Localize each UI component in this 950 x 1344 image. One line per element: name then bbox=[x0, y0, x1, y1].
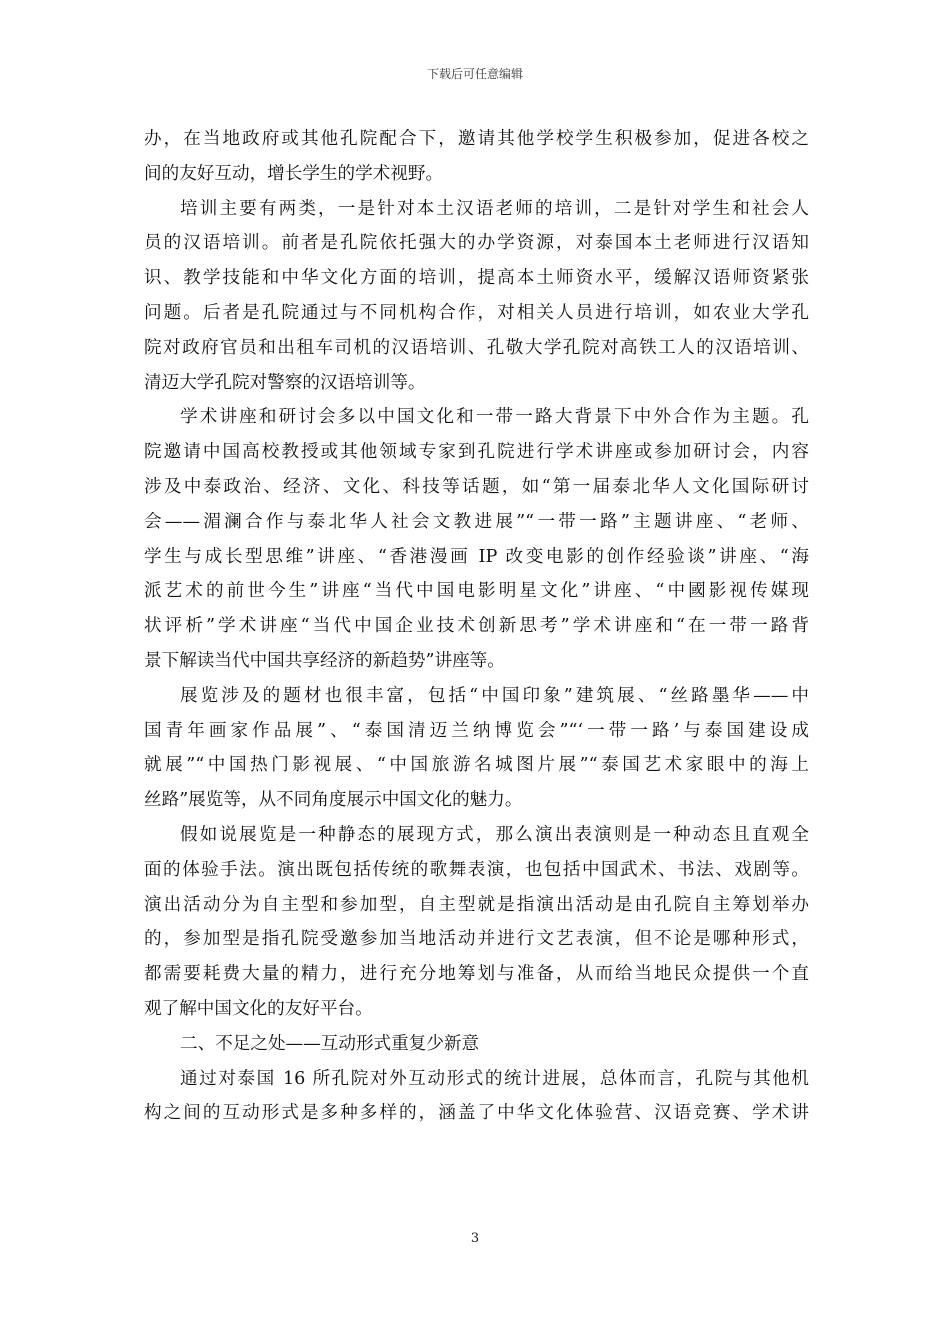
text-line: 假如说展览是一种静态的展现方式，那么演出表演则是一种动态且直观全 bbox=[180, 824, 809, 845]
paragraph bbox=[144, 192, 809, 401]
page-header: 下载后可任意编辑 bbox=[426, 67, 523, 81]
paragraph bbox=[144, 122, 809, 192]
page-number: 3 bbox=[470, 1231, 480, 1246]
text-line: 构之间的互动形式是多种多样的，涵盖了中华文化体验营、汉语竞赛、学术讲 bbox=[144, 1103, 809, 1124]
text-line: 演出活动分为自主型和参加型，自主型就是指演出活动是由孔院自主筹划举办 bbox=[144, 894, 809, 915]
text-line: 派艺术的前世今生”讲座“当代中国电影明星文化”讲座、“中國影视传媒现 bbox=[144, 581, 809, 602]
text-line: 国青年画家作品展”、“泰国清迈兰纳博览会”“‘一带一路’与泰国建设成 bbox=[144, 720, 809, 741]
text-line: 展览涉及的题材也很丰富，包括“中国印象”建筑展、“丝路墨华——中 bbox=[180, 685, 809, 706]
text-line: 员的汉语培训。前者是孔院依托强大的办学资源，对泰国本土老师进行汉语知 bbox=[144, 233, 809, 254]
text-line: 都需要耗费大量的精力，进行充分地筹划与准备，从而给当地民众提供一个直 bbox=[144, 964, 809, 985]
text-line: 景下解读当代中国共享经济的新趋势”讲座等。 bbox=[144, 650, 505, 671]
paragraph bbox=[144, 679, 809, 818]
paragraph bbox=[144, 1027, 809, 1062]
paragraph bbox=[144, 400, 809, 678]
text-line: 学生与成长型思维”讲座、“香港漫画 IP 改变电影的创作经验谈”讲座、“海 bbox=[144, 546, 809, 567]
text-line: 的，参加型是指孔院受邀参加当地活动并进行文艺表演，但不论是哪种形式， bbox=[144, 929, 809, 950]
text-line: 问题。后者是孔院通过与不同机构合作，对相关人员进行培训，如农业大学孔 bbox=[144, 302, 809, 323]
text-line: 观了解中国文化的友好平台。 bbox=[144, 998, 373, 1019]
text-line: 会——湄澜合作与泰北华人社会文教进展”“一带一路”主题讲座、“老师、 bbox=[144, 511, 809, 532]
text-line: 状评析”学术讲座“当代中国企业技术创新思考”学术讲座和“在一带一路背 bbox=[144, 616, 809, 637]
text-line: 学术讲座和研讨会多以中国文化和一带一路大背景下中外合作为主题。孔 bbox=[180, 407, 809, 428]
text-line: 办，在当地政府或其他孔院配合下，邀请其他学校学生积极参加，促进各校之 bbox=[144, 129, 809, 149]
paragraph bbox=[144, 1062, 809, 1132]
text-line: 面的体验手法。演出既包括传统的歌舞表演，也包括中国武术、书法、戏剧等。 bbox=[144, 859, 809, 880]
text-line: 识、教学技能和中华文化方面的培训，提高本土师资水平，缓解汉语师资紧张 bbox=[144, 268, 809, 289]
text-line: 间的友好互动，增长学生的学术视野。 bbox=[144, 163, 444, 184]
text-line: 就展”“中国热门影视展、“中国旅游名城图片展”“泰国艺术家眼中的海上 bbox=[144, 755, 809, 776]
text-line: 涉及中泰政治、经济、文化、科技等话题，如“第一届泰北华人文化国际研讨 bbox=[144, 476, 809, 497]
text-line: 丝路”展览等，从不同角度展示中国文化的魅力。 bbox=[144, 790, 523, 811]
text-line: 培训主要有两类，一是针对本土汉语老师的培训，二是针对学生和社会人 bbox=[180, 198, 809, 219]
paragraph bbox=[144, 818, 809, 1027]
text-line: 清迈大学孔院对警察的汉语培训等。 bbox=[144, 372, 426, 393]
text-line: 院对政府官员和出租车司机的汉语培训、孔敬大学孔院对高铁工人的汉语培训、 bbox=[144, 337, 809, 358]
text-line: 院邀请中国高校教授或其他领域专家到孔院进行学术讲座或参加研讨会，内容 bbox=[144, 442, 809, 463]
text-line: 二、不足之处——互动形式重复少新意 bbox=[180, 1033, 480, 1054]
text-line: 通过对泰国 16 所孔院对外互动形式的统计进展，总体而言，孔院与其他机 bbox=[180, 1068, 809, 1089]
document-body bbox=[144, 122, 809, 1131]
